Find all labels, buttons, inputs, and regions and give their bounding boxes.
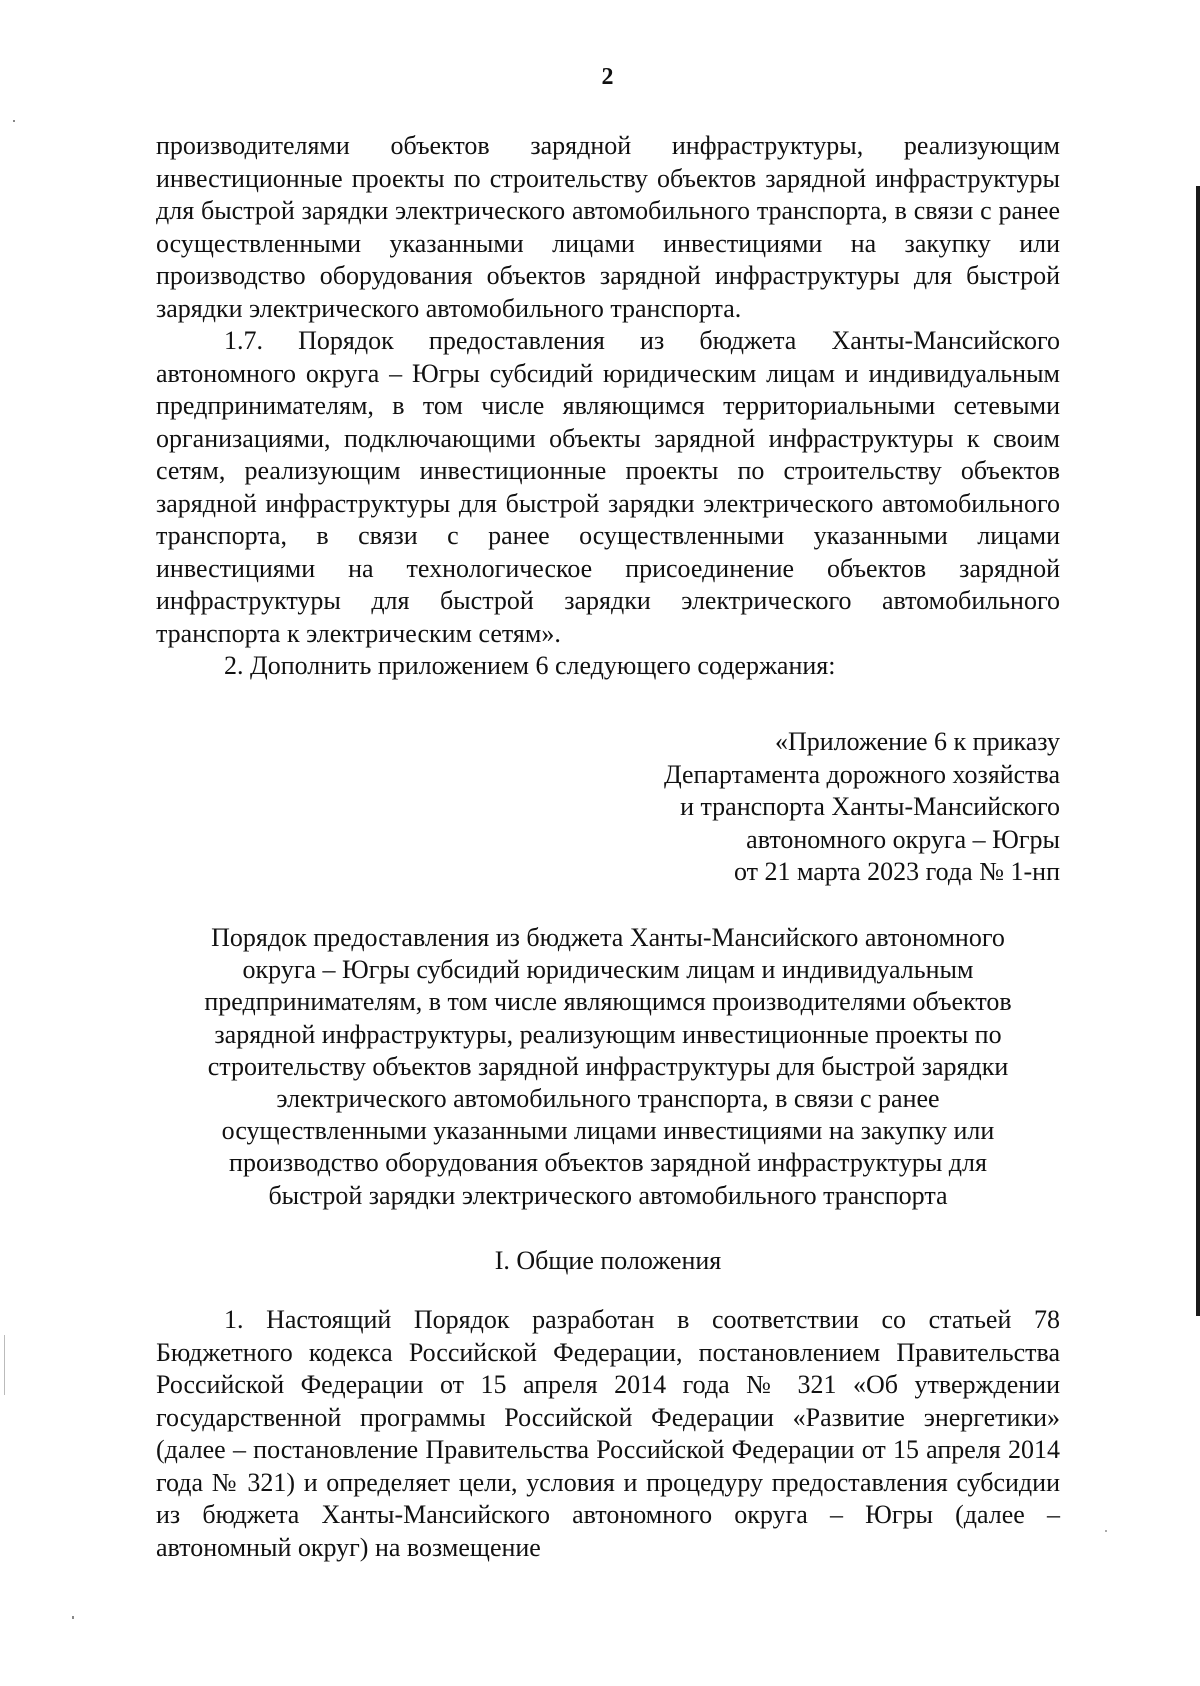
title-line: производство оборудования объектов зарядной инфраструктуры для	[229, 1148, 987, 1178]
appendix-line: Департамента дорожного хозяйства	[663, 759, 1060, 789]
scan-speck	[72, 1616, 74, 1619]
paragraph-2: 2. Дополнить приложением 6 следующего содержания:	[224, 651, 836, 680]
paragraph-1-7: 1.7. Порядок предоставления из бюджета Ханты-Мансийского автономного округа – Югры субсидий юридическим лицам и индивидуальным предпринимателям, в том числе являющимся территориальными сетевыми организациями, подключающими объекты зарядной инфраструктуры к своим сетям, реализующим инвестиционные проекты по строительству объектов зарядной инфраструктуры для быстрой зарядки электрического автомобильного транспорта, в связи с ранее осуществленными указанными лицами инвестициями на технологическое присоединение объектов зарядной инфраструктуры для быстрой зарядки электрического автомобильного транспорта к электрическим сетям».	[156, 326, 1060, 648]
paragraph-continuation: производителями объектов зарядной инфраструктуры, реализующим инвестиционные проекты по строительству объектов зарядной инфраструктуры для быстрой зарядки электрического автомобильного транспорта, в связи с ранее осуществленными указанными лицами инвестициями на закупку или производство оборудования объектов зарядной инфраструктуры для быстрой зарядки электрического автомобильного транспорта.	[156, 131, 1060, 323]
title-line: осуществленными указанными лицами инвестициями на закупку или	[221, 1116, 995, 1146]
scan-speck	[1105, 1530, 1107, 1532]
appendix-line: и транспорта Ханты-Мансийского	[680, 792, 1060, 821]
section-text	[156, 1304, 1060, 1564]
intro-text	[156, 130, 1060, 683]
scan-speck	[13, 120, 15, 122]
title-line: округа – Югры субсидий юридическим лицам и индивидуальным	[242, 955, 974, 985]
appendix-line: от 21 марта 2023 года № 1-нп	[733, 857, 1060, 886]
page-number: 2	[601, 64, 614, 90]
title-line: Порядок предоставления из бюджета Ханты-Мансийского автономного	[211, 923, 1005, 952]
title-line: быстрой зарядки электрического автомобильного транспорта	[268, 1180, 948, 1210]
scan-edge-bar	[1196, 186, 1200, 1316]
appendix-line: автономного округа – Югры	[746, 824, 1060, 854]
document-title	[156, 922, 1060, 1212]
appendix-line: «Приложение 6 к приказу	[774, 727, 1060, 756]
title-line: зарядной инфраструктуры, реализующим инвестиционные проекты по	[214, 1019, 1002, 1049]
scan-speck	[4, 1335, 5, 1395]
title-line: строительству объектов зарядной инфраструктуры для быстрой зарядки	[207, 1051, 1009, 1081]
title-line: предпринимателям, в том числе являющимся производителями объектов	[204, 987, 1012, 1017]
section-heading: I. Общие положения	[494, 1246, 722, 1275]
appendix-reference	[560, 726, 1060, 889]
title-line: электрического автомобильного транспорта, в связи с ранее	[276, 1084, 940, 1114]
paragraph-section-1: 1. Настоящий Порядок разработан в соответствии со статьей 78 Бюджетного кодекса Российской Федерации, постановлением Правительства Российской Федерации от 15 апреля 2014 года № 321 «Об утверждении государственной программы Российской Федерации «Развитие энергетики» (далее – постановление Правительства Российской Федерации от 15 апреля 2014 года № 321) и определяет цели, условия и процедуру предоставления субсидии из бюджета Ханты-Мансийского автономного округа – Югры (далее – автономный округ) на возмещение	[156, 1305, 1060, 1562]
